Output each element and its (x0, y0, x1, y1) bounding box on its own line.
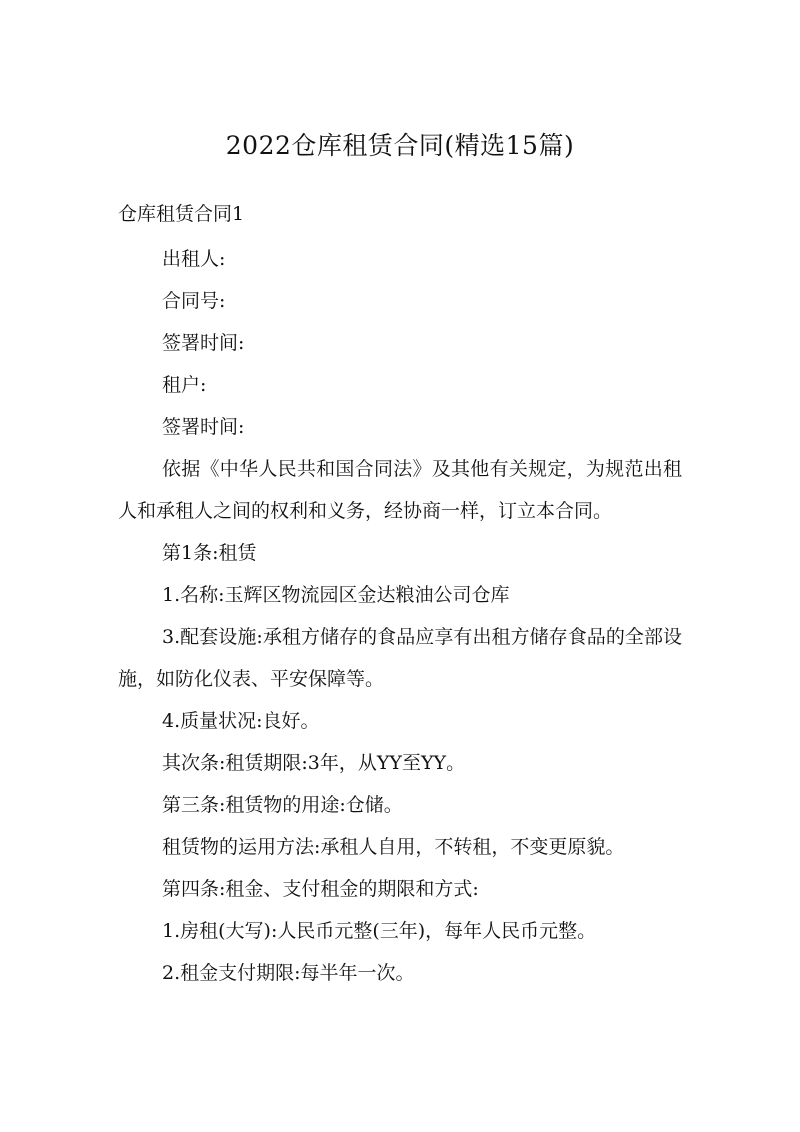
paragraph-signing-time: 签署时间: (162, 332, 245, 354)
section-heading: 仓库租赁合同1 (118, 203, 245, 225)
paragraph-contract-number: 合同号: (162, 290, 226, 312)
paragraph-article-4: 第四条:租金、支付租金的期限和方式: (162, 878, 479, 900)
paragraph-tenant: 租户: (162, 374, 207, 396)
paragraph-facilities: 3.配套设施:承租方储存的食品应享有出租方储存食品的全部设施，如防化仪表、平安保障等。 (118, 626, 682, 690)
paragraph-lessor: 出租人: (162, 248, 226, 270)
document-title: 2022仓库租赁合同(精选15篇) (225, 131, 575, 160)
paragraph-preamble: 依据《中华人民共和国合同法》及其他有关规定，为规范出租人和承租人之间的权利和义务，经协商一样，订立本合同。 (118, 458, 682, 522)
paragraph-article-2: 其次条:租赁期限:3年，从YY至YY。 (162, 752, 466, 774)
paragraph-quality: 4.质量状况:良好。 (162, 710, 320, 732)
paragraph-article-3: 第三条:租赁物的用途:仓储。 (162, 794, 403, 816)
paragraph-name: 1.名称:玉辉区物流园区金达粮油公司仓库 (162, 584, 510, 606)
paragraph-usage: 租赁物的运用方法:承租人自用，不转租，不变更原貌。 (162, 836, 625, 858)
paragraph-payment-period: 2.租金支付期限:每半年一次。 (162, 962, 415, 984)
paragraph-article-1: 第1条:租赁 (162, 542, 257, 564)
paragraph-rent-amount: 1.房租(大写):人民币元整(三年)，每年人民币元整。 (162, 920, 597, 942)
paragraph-signing-time-2: 签署时间: (162, 416, 245, 438)
